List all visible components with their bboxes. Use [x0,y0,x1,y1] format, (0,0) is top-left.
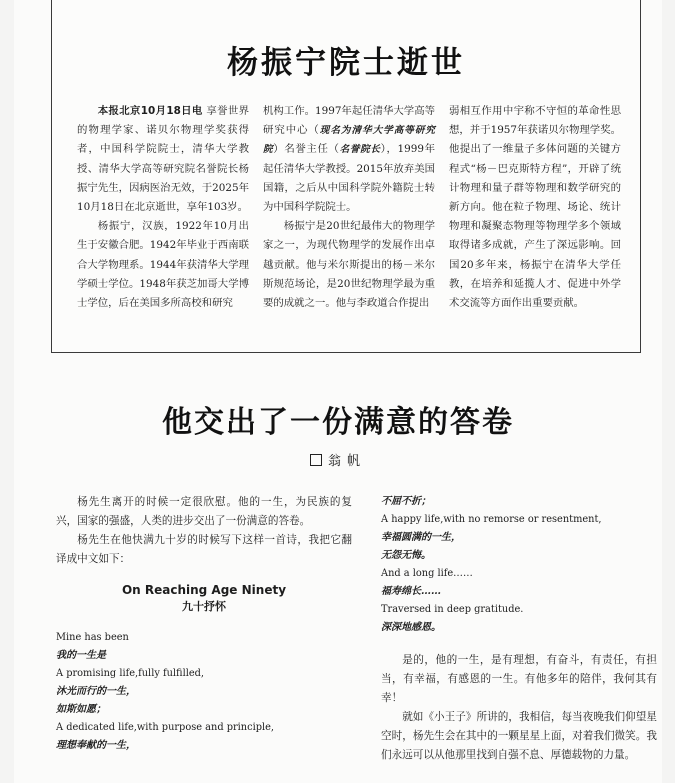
essay-headline: 他交出了一份满意的答卷 [162,405,514,440]
poem-line-en: Mine has been [56,632,129,643]
obituary-column-1 [77,102,249,313]
essay-paragraph: 就如《小王子》所讲的，我相信，每当夜晚我们仰望星空时，杨先生会在其中的一颗星星上面，对着我们微笑。我们永远可以从他那里找到自强不息、厚德载物的力量。 [381,711,657,761]
obituary-note: 名誉院长 [339,144,381,156]
dateline: 本报北京10月18日电 [97,105,203,117]
poem-line-zh: 不屈不折； [381,496,431,507]
obituary-column-2 [263,102,435,313]
poem-line-en: Traversed in deep gratitude. [381,604,524,615]
poem-line-en: A promising life,fully fulfilled, [56,668,205,679]
essay-byline [14,450,662,469]
essay-paragraph: 杨先生在他快满九十岁的时候写下这样一首诗，我把它翻译成中文如下： [56,534,352,565]
poem-line-zh: 如斯如愿； [56,704,106,715]
obituary-paragraph [77,102,249,217]
essay-left-column [56,493,352,755]
poem-left [56,629,352,755]
obituary-column-3 [449,102,621,313]
poem-line-zh: 我的一生是 [56,650,106,661]
obituary-text: ），1999年起任清华大学教授。2015年放弃美国国籍，之后从中国科学院外籍院士转为中国科学院院士。 [263,143,436,214]
poem-line-zh: 沐光而行的一生， [56,686,136,697]
essay-right-column [381,493,657,765]
obituary-paragraph: 杨振宁，汉族，1922年10月出生于安徽合肥。1942年毕业于西南联合大学物理系。1944年获清华大学理学硕士学位。1948年获芝加哥大学博士学位，后在美国多所高校和研究 [77,220,249,310]
newspaper-page [14,0,662,783]
poem-title-zh: 九十抒怀 [182,600,226,613]
author-name: 翁帆 [327,454,366,469]
poem-right [381,493,657,637]
poem-line-en: A dedicated life,with purpose and principle, [56,722,275,733]
poem-line-en: A happy life,with no remorse or resentment, [381,514,602,525]
obituary-paragraph: 杨振宁是20世纪最伟大的物理学家之一，为现代物理学的发展作出卓越贡献。他与米尔斯提出的杨－米尔斯规范场论，是20世纪物理学最为重要的成就之一。他与李政道合作提出 [263,220,435,310]
obituary-text: 机构工作。1997年起任清华大学高等研究中心（ [263,105,435,137]
obituary-paragraph [263,102,435,217]
poem-title-en: On Reaching Age Ninety [121,583,287,597]
poem-line-en: And a long life…… [381,568,473,579]
poem-line-zh: 深深地感恩。 [381,622,441,633]
poem-line-zh: 福寿绵长…… [381,586,441,597]
square-icon [310,454,322,466]
poem-line-zh: 理想奉献的一生， [56,740,136,751]
obituary-headline: 杨振宁院士逝世 [227,45,465,81]
obituary-text: 享誉世界的物理学家、诺贝尔物理学奖获得者，中国科学院院士，清华大学教授、清华大学高等研究院名誉院长杨振宁先生，因病医治无效，于2025年10月18日在北京逝世，享年103岁。 [77,105,249,214]
obituary-box [51,0,641,353]
poem-line-zh: 无怨无悔。 [381,550,431,561]
obituary-text: ）名誉主任（ [273,143,340,156]
essay-paragraph: 杨先生离开的时候一定很欣慰。他的一生，为民族的复兴，国家的强盛，人类的进步交出了一份满意的答卷。 [56,496,352,527]
obituary-note: 现名为清华大学高等研究院 [263,125,436,156]
obituary-paragraph: 弱相互作用中宇称不守恒的革命性思想，并于1957年获诺贝尔物理学奖。他提出了一维量子多体问题的关键方程式“杨－巴克斯特方程”，开辟了统计物理和量子群等物理和数学研究的新方向。他在粒子物理、场论、统计物理和凝聚态物理等物理学多个领域取得诸多成就，产生了深远影响。回国20多年来，杨振宁在清华大学任教，在培养和延揽人才、促进中外学术交流等方面作出重要贡献。 [449,105,621,310]
essay-paragraph: 是的，他的一生，是有理想，有奋斗，有责任，有担当，有幸福，有感恩的一生。有他多年的陪伴，我何其有幸！ [381,654,657,704]
poem-line-zh: 幸福圆满的一生， [381,532,461,543]
